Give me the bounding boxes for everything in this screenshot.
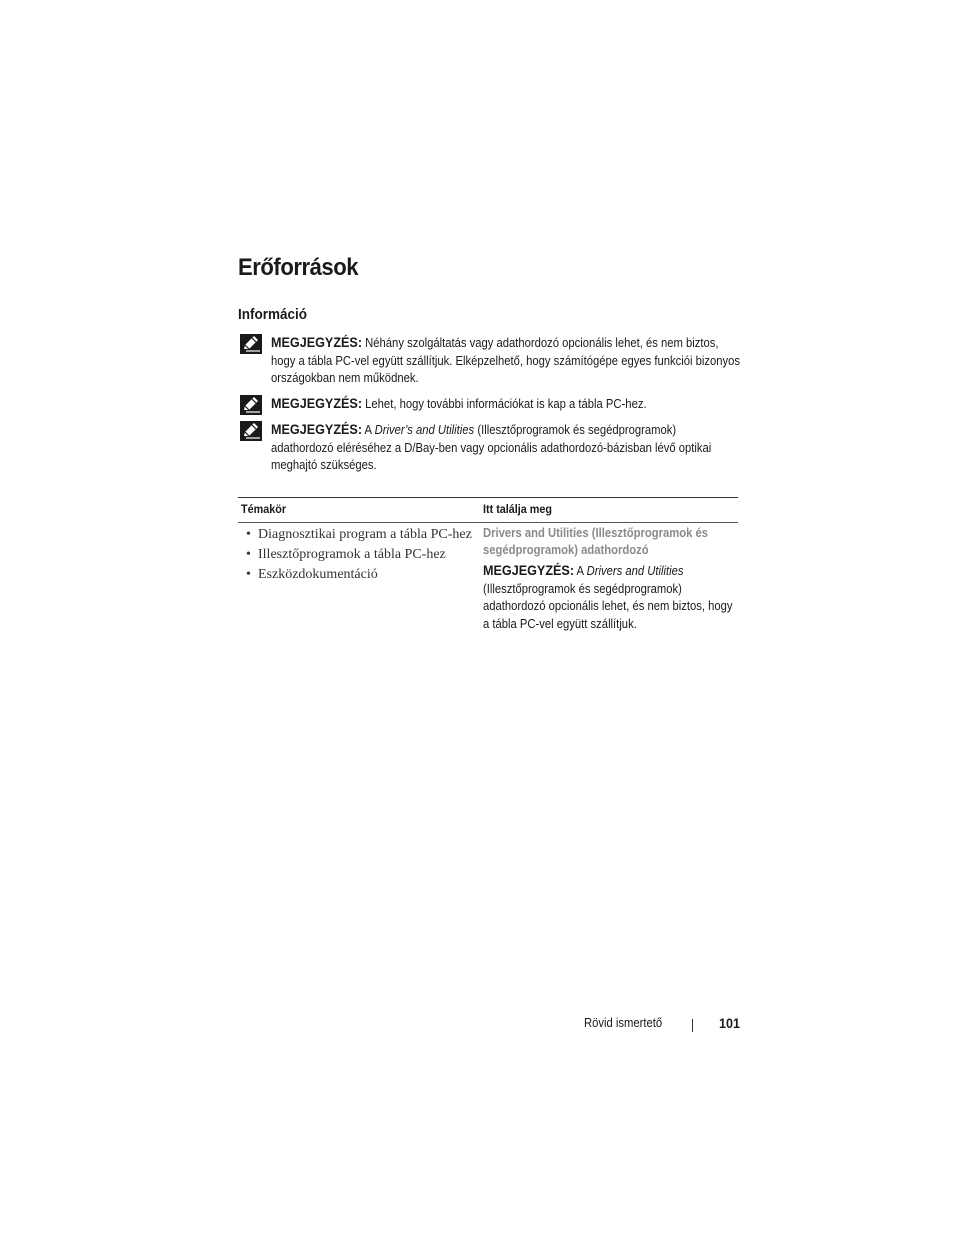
note-1-text xyxy=(271,334,741,388)
source-note: MEGJEGYZÉS: A Drivers and Utilities (Illesztőprogramok és segédprogramok) adathordozó opcionális lehet, és nem biztos, hogy a tábla PC-vel együtt szállítjuk. xyxy=(483,562,733,631)
source-heading: Drivers and Utilities (Illesztőprogramok és segédprogramok) adathordozó xyxy=(483,526,709,557)
note-label: MEGJEGYZÉS: xyxy=(271,395,363,411)
table-header-source: Itt találja meg xyxy=(483,502,553,516)
footer-divider xyxy=(692,1019,693,1032)
note-label: MEGJEGYZÉS: xyxy=(271,334,363,350)
note-body: Néhány szolgáltatás vagy adathordozó opcionális lehet, és nem biztos, hogy a tábla PC-vel együtt szállítjuk. Elképzelhető, hogy számítógépe egyes funkciói bizonyos országokban nem működnek. xyxy=(271,336,741,385)
note-2-text xyxy=(271,395,741,414)
page-number: 101 xyxy=(719,1015,741,1031)
note-label: MEGJEGYZÉS: xyxy=(271,421,363,437)
source-cell xyxy=(483,525,735,633)
topic-list xyxy=(246,525,472,585)
table-header-rule xyxy=(238,522,738,523)
list-item: • Diagnosztikai program a tábla PC-hez xyxy=(246,527,472,542)
note-pencil-icon xyxy=(240,395,262,415)
note-body-before: A xyxy=(364,423,372,437)
table-header-topic: Témakör xyxy=(241,502,287,516)
note-3-text xyxy=(271,421,741,475)
section-title: Információ xyxy=(238,306,308,323)
list-item: • Illesztőprogramok a tábla PC-hez xyxy=(246,547,446,562)
note-body-italic: Driver’s and Utilities xyxy=(374,423,475,437)
list-item: • Eszközdokumentáció xyxy=(246,567,378,582)
note-pencil-icon xyxy=(240,421,262,441)
note-body: Lehet, hogy további információkat is kap a tábla PC-hez. xyxy=(365,397,647,411)
page-title: Erőforrások xyxy=(238,254,359,281)
note-pencil-icon xyxy=(240,334,262,354)
table-top-rule xyxy=(238,497,738,498)
note-label: MEGJEGYZÉS: xyxy=(483,562,575,578)
source-note-body: (Illesztőprogramok és segédprogramok) adathordozó opcionális lehet, és nem biztos, hogy a tábla PC-vel együtt szállítjuk. xyxy=(483,581,733,631)
footer-label: Rövid ismertető xyxy=(584,1016,663,1030)
source-note-italic: Drivers and Utilities xyxy=(586,564,684,578)
note-body-after: (Illesztőprogramok és segédprogramok) adathordozó eléréséhez a D/Bay-ben vagy opcionális adathordozó-bázisban lévő optikai meghajtó szükséges. xyxy=(271,423,712,472)
